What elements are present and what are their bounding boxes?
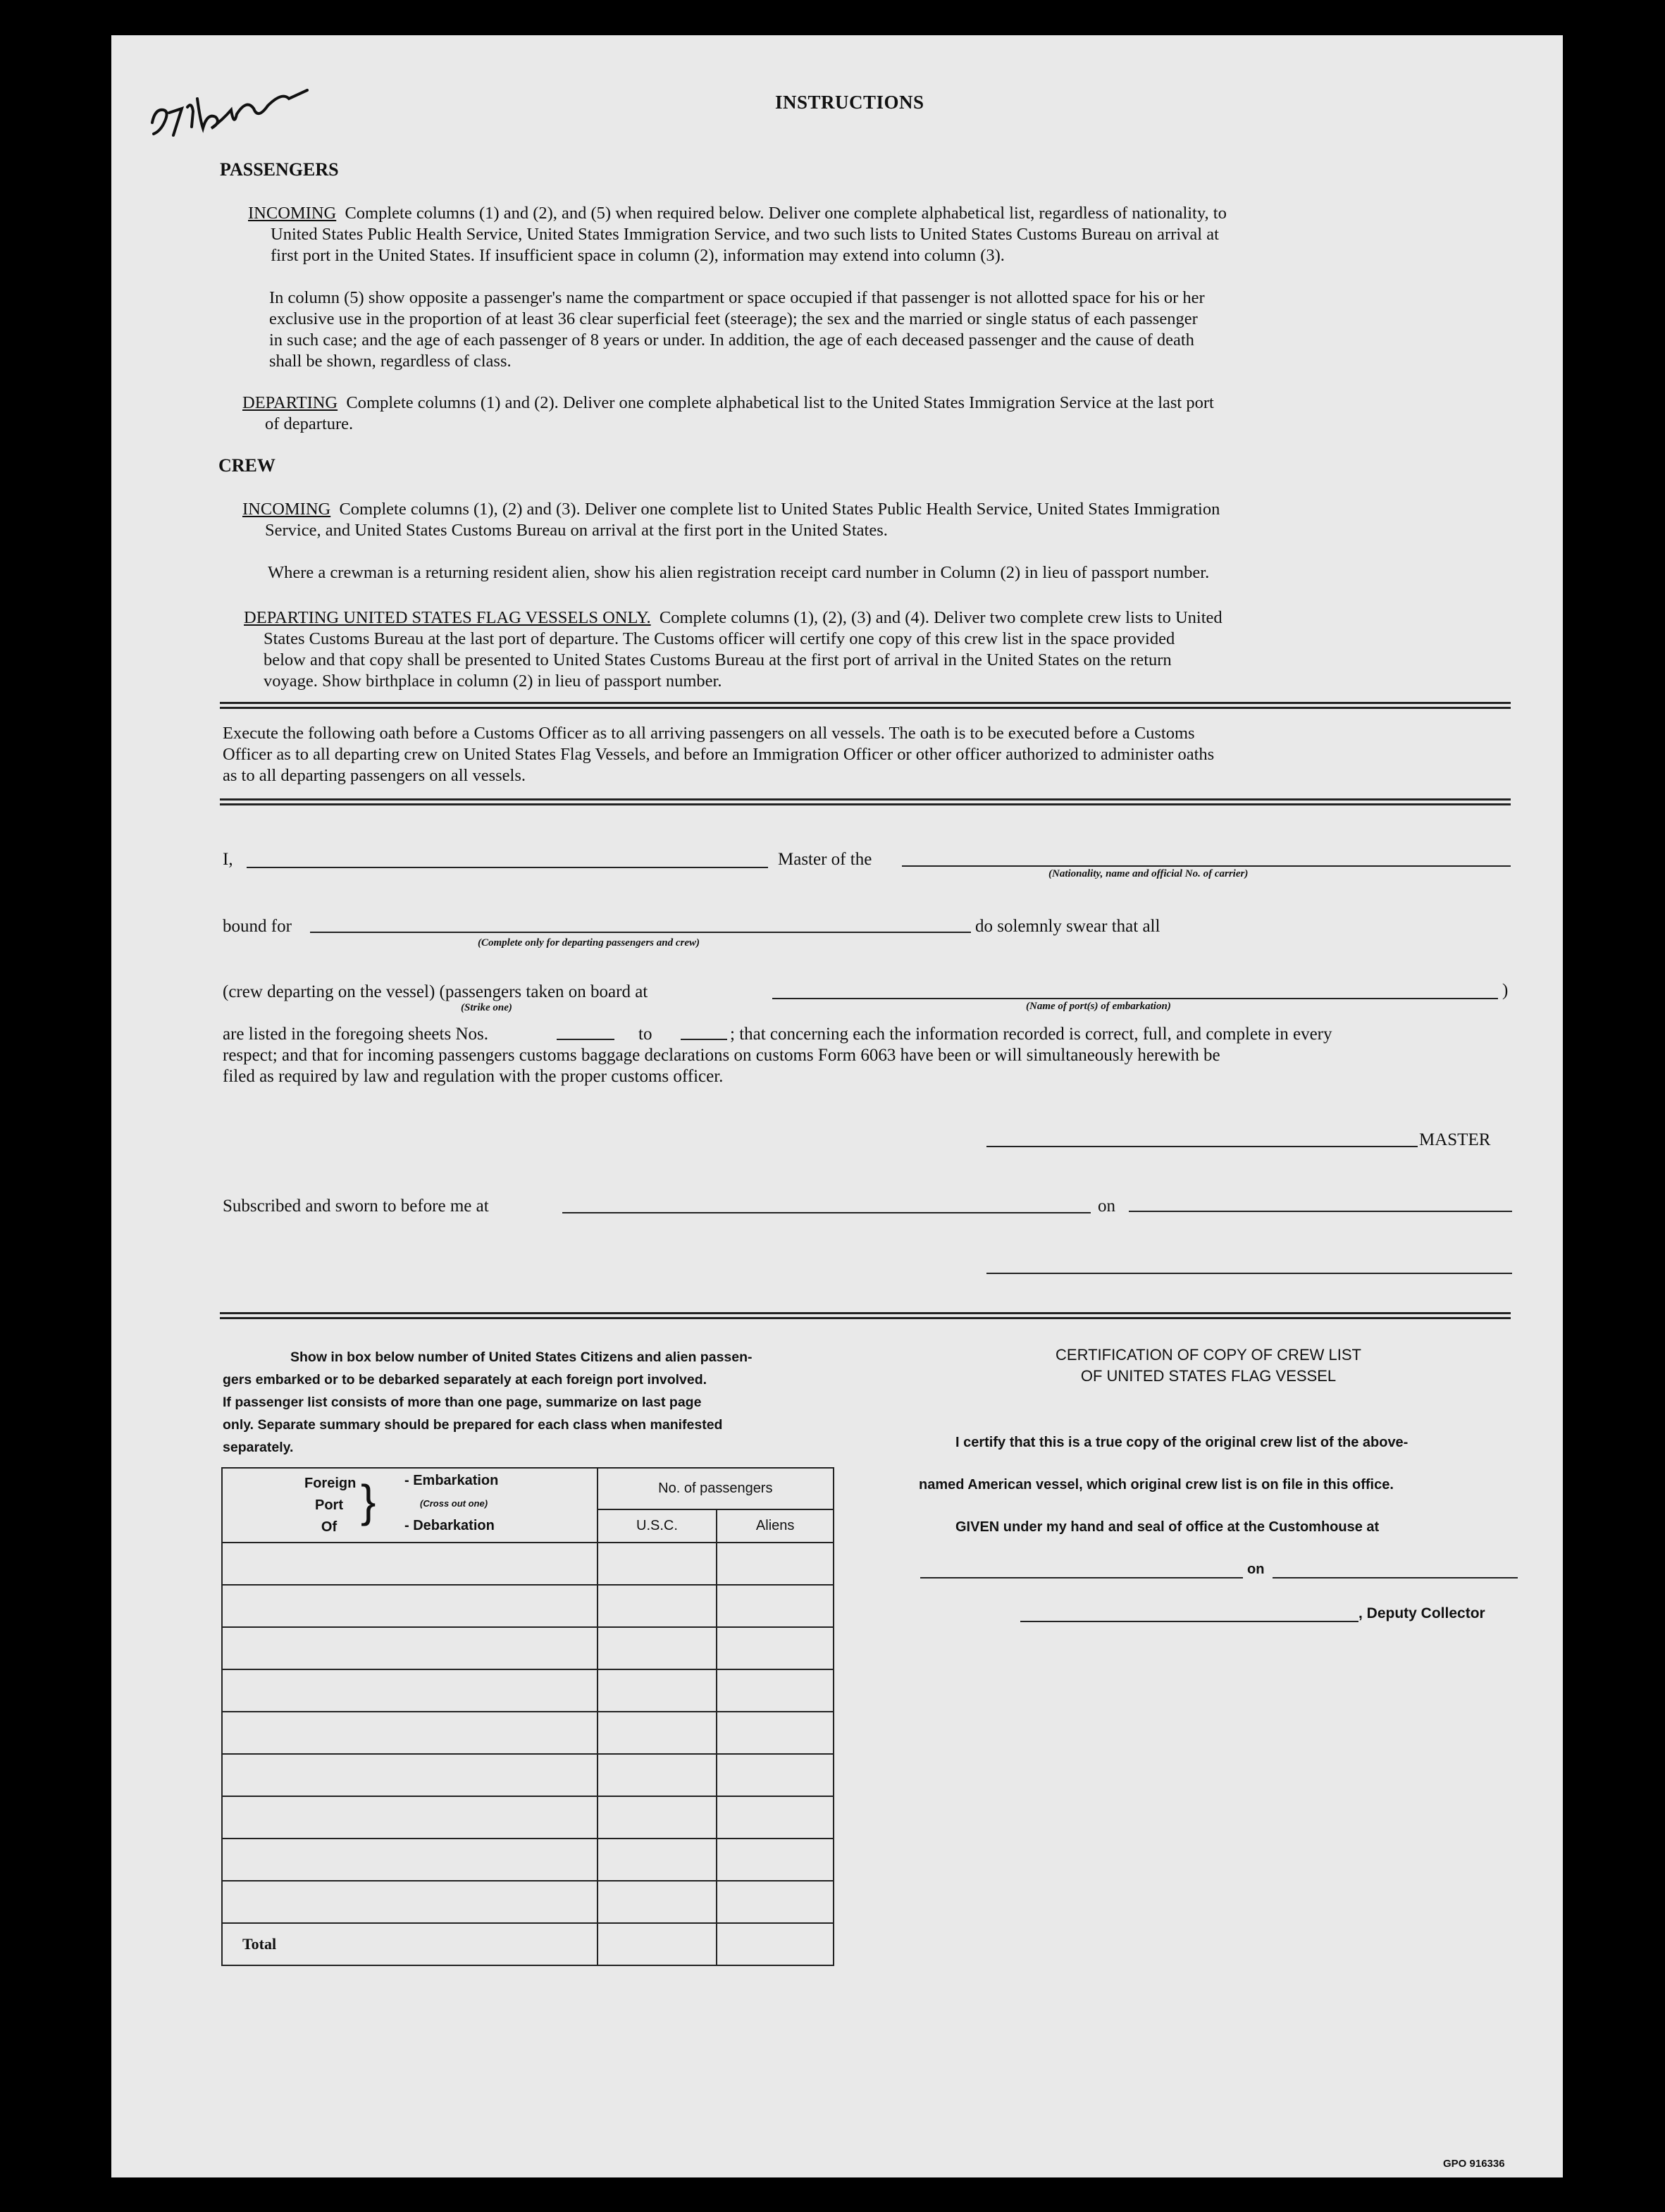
swear-text: do solemnly swear that all <box>975 917 1160 936</box>
carrier-field[interactable] <box>902 865 1511 867</box>
summary-note: Show in box below number of United States Citizens and alien passen- gers embarked or to be debarked separately at each foreign port involved. If passenger list consists of more than one page, summarize on last page only. Separate summary should be prepared for each class when manifested separately. <box>223 1349 753 1455</box>
usc-header: U.S.C. <box>598 1509 717 1543</box>
respect-text: respect; and that for incoming passengers customs baggage declarations on customs Form 6063 have been or will simultaneously herewith be <box>223 1046 1220 1065</box>
sworn-on-label: on <box>1098 1197 1115 1216</box>
divider-double <box>220 1312 1511 1319</box>
sheet-to-field[interactable] <box>681 1039 727 1040</box>
certify-line-2: named American vessel, which original crew list is on file in this office. <box>919 1477 1394 1493</box>
departing-label: DEPARTING <box>242 393 338 412</box>
crew-incoming-label: INCOMING <box>242 500 331 519</box>
customhouse-field[interactable] <box>920 1577 1243 1578</box>
master-signature-field[interactable] <box>986 1146 1418 1147</box>
aliens-header: Aliens <box>717 1509 834 1543</box>
oath-i: I, <box>223 850 233 869</box>
crew-departing-text: (crew departing on the vessel) (passengers taken on board at <box>223 982 648 1001</box>
passengers-departing: DEPARTING Complete columns (1) and (2). Deliver one complete alphabetical list to the United States Immigration Service at the last port of departure. <box>242 393 1214 433</box>
table-row <box>222 1669 834 1712</box>
table-row <box>222 1796 834 1839</box>
passenger-summary-table <box>221 1467 834 1966</box>
deputy-signature-field[interactable] <box>1020 1621 1358 1622</box>
table-row <box>222 1712 834 1754</box>
officer-signature-field[interactable] <box>986 1273 1512 1274</box>
bound-for-label: bound for <box>223 917 292 936</box>
carrier-caption: (Nationality, name and official No. of carrier) <box>1048 868 1249 879</box>
certify-line-1: I certify that this is a true copy of the original crew list of the above- <box>955 1435 1409 1450</box>
master-of-the-label: Master of the <box>778 850 872 869</box>
filed-text: filed as required by law and regulation with the proper customs officer. <box>223 1067 724 1086</box>
passengers-column5: In column (5) show opposite a passenger's name the compartment or space occupied if that passenger is not allotted space for his or her exclusive use in the proportion of at least 36 clear superficial feet (steerage); the sex and the married or single status of each passenger in such case; and the age of each passenger of 8 years or under. In addition, the age of each deceased passenger and the cause of death shall be shown, regardless of class. <box>269 288 1205 371</box>
subscribed-text: Subscribed and sworn to before me at <box>223 1197 489 1216</box>
master-label: MASTER <box>1419 1130 1491 1149</box>
divider-double <box>220 798 1511 805</box>
table-row <box>222 1881 834 1923</box>
table-row <box>222 1627 834 1669</box>
listed-text-a: are listed in the foregoing sheets Nos. <box>223 1025 488 1044</box>
bound-for-field[interactable] <box>310 932 971 933</box>
table-total-row <box>222 1923 834 1965</box>
cert-date-field[interactable] <box>1273 1577 1518 1578</box>
port-header-cell: Foreign Port Of } - Embarkation (Cross out one) - Debarkation <box>222 1468 598 1543</box>
oath-intro: Execute the following oath before a Customs Officer as to all arriving passengers on all vessels. The oath is to be executed before a Customs Officer as to all departing crew on United States Flag Vessels, and before an Immigration Officer or other officer authorized to administer oaths as to all departing passengers on all vessels. <box>223 724 1215 785</box>
table-row <box>222 1585 834 1627</box>
certification-title: CERTIFICATION OF COPY OF CREW LIST OF UNITED STATES FLAG VESSEL <box>1056 1346 1361 1385</box>
sworn-date-field[interactable] <box>1129 1211 1512 1212</box>
given-text: GIVEN under my hand and seal of office at the Customhouse at <box>955 1519 1380 1535</box>
sheet-from-field[interactable] <box>557 1039 614 1040</box>
table-row <box>222 1543 834 1585</box>
crew-resident-note: Where a crewman is a returning resident alien, show his alien registration receipt card number in Column (2) in lieu of passport number. <box>268 563 1210 582</box>
deputy-collector-label: , Deputy Collector <box>1358 1605 1485 1621</box>
crew-incoming: INCOMING Complete columns (1), (2) and (3). Deliver one complete list to United States Public Health Service, United States Immigration Service, and United States Customs Bureau on arrival at the first port in the United States. <box>242 500 1220 540</box>
crew-departing-label: DEPARTING UNITED STATES FLAG VESSELS ONLY. <box>244 608 651 627</box>
close-paren: ) <box>1502 981 1509 1000</box>
passengers-heading: PASSENGERS <box>220 159 339 180</box>
incoming-label: INCOMING <box>248 204 337 223</box>
divider-double <box>220 702 1511 709</box>
brace-glyph: } <box>361 1476 376 1526</box>
master-name-field[interactable] <box>247 867 768 868</box>
table-row <box>222 1839 834 1881</box>
listed-to: to <box>638 1025 652 1044</box>
bound-caption: (Complete only for departing passengers and crew) <box>478 937 700 949</box>
ports-field[interactable] <box>772 998 1498 999</box>
strike-one-caption: (Strike one) <box>461 1002 512 1013</box>
crew-departing: DEPARTING UNITED STATES FLAG VESSELS ONLY. Complete columns (1), (2), (3) and (4). Deliver two complete crew lists to United States Customs Bureau at the last port of departure. The Customs officer will certify one copy of this crew list in the space provided below and that copy shall be presented to United States Customs Bureau at the first port of arrival in the United States on the return voyage. Show birthplace in column (2) in lieu of passport number. <box>244 608 1223 691</box>
passengers-incoming: INCOMING Complete columns (1) and (2), and (5) when required below. Deliver one complete alphabetical list, regardless of nationality, to United States Public Health Service, United States Immigration Service, and two such lists to United States Customs Bureau on arrival at first port in the United States. If insufficient space in column (2), information may extend into column (3). <box>248 204 1227 265</box>
table-header-row <box>222 1468 834 1509</box>
table-row <box>222 1754 834 1796</box>
ports-caption: (Name of port(s) of embarkation) <box>1026 1001 1171 1012</box>
listed-text-b: ; that concerning each the information recorded is correct, full, and complete in every <box>730 1025 1332 1044</box>
cert-on-label: on <box>1247 1562 1265 1577</box>
handwritten-notation <box>148 78 317 155</box>
gpo-footer: GPO 916336 <box>1443 2158 1505 2170</box>
instructions-title: INSTRUCTIONS <box>775 92 924 113</box>
no-passengers-header: No. of passengers <box>598 1468 834 1509</box>
sworn-place-field[interactable] <box>562 1212 1091 1213</box>
total-label: Total <box>222 1923 598 1965</box>
crew-heading: CREW <box>218 455 276 476</box>
